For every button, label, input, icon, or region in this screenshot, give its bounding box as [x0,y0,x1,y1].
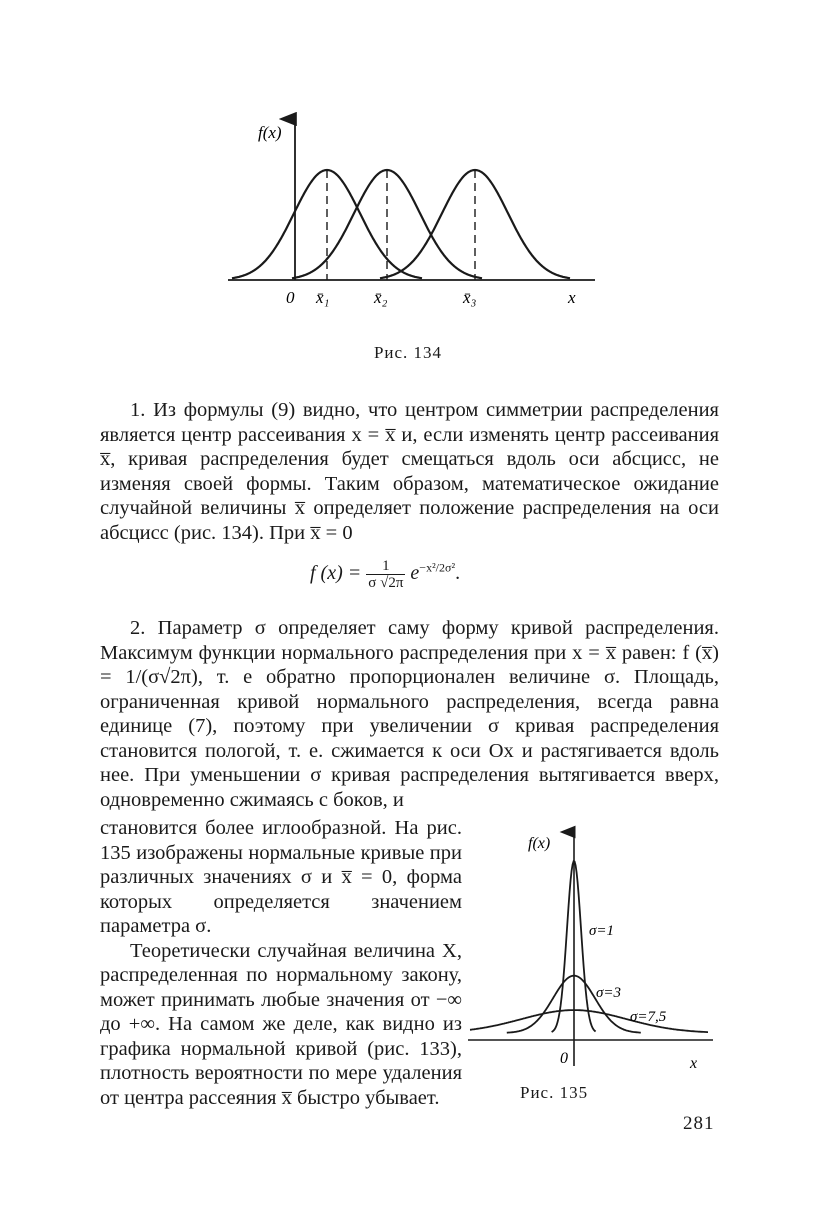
formula-denominator: σ √2π [368,575,404,591]
curve-label-sigma-3: σ=3 [596,985,622,1001]
paragraph-3: Теоретически случайная величина X, распределенная по нормальному закону, может принимать любые значения от −∞ до +∞. На самом же деле, как видно из графика нормальной кривой (рис. 133), плотность вероятности по мере удаления от центра рассеяния x̅ быстро убывает. [100,939,462,1109]
paragraph-1 [100,398,719,545]
narrow-column [100,816,462,1110]
x-axis-label: x [568,288,576,307]
curve-label-sigma-7-5: σ=7,5 [630,1009,667,1025]
normal-curves-134 [232,170,570,280]
figure-134-graph [210,105,610,320]
figure-135-graph [468,818,718,1078]
formula-end: . [455,562,461,585]
page-number: 281 [683,1113,715,1134]
y-axis-label: f(x) [528,835,551,852]
formula-numerator: 1 [366,558,405,575]
tick-label-x1: x̄₁ [316,288,330,307]
figure-134-caption: Рис. 134 [373,343,443,362]
paragraph-1-text: 1. Из формулы (9) видно, что центром симметрии распределения является центр рассеивания x = x̅ и, если изменять центр рассеивания x̅, кривая распределения будет смещаться вдоль оси абсцисс, не изменяя своей формы. Таким образом, математическое ожидание случайной величины x̅ определяет положение распределения на оси абсцисс (рис. 134). При x̅ = 0 [100,399,719,544]
tick-label-x2: x̄₂ [374,288,388,307]
tick-label-x3: x̄₃ [463,288,477,307]
curve-label-sigma-1: σ=1 [589,923,615,939]
formula-base: e [410,562,420,585]
paragraph-2-continued: становится более иглообразной. На рис. 135 изображены нормальные кривые при различных значениях σ и x̅ = 0, форма которых определяется значением параметра σ. [100,817,462,937]
y-axis-label: f(x) [258,123,282,142]
origin-label: 0 [286,288,295,307]
paragraph-2-text: 2. Параметр σ определяет саму форму кривой распределения. Максимум функции нормального распределения при x = x̅ равен: f (x̅) = 1/(σ√2π), т. е обратно пропорционален величине σ. Площадь, ограниченная кривой нормального распределения, всегда равна единице (7), поэтому при увеличении σ кривая распределения становится пологой, т. е. сжимается к оси Ox и растягивается вдоль нее. При уменьшении σ кривая распределения вытягивается вверх, одновременно сжимаясь с боков, и [100,617,719,811]
x-axis-label: x [690,1055,698,1072]
figure-135-caption: Рис. 135 [520,1083,589,1102]
formula-fraction [366,558,405,591]
origin-label: 0 [560,1050,568,1067]
formula-density [310,558,550,608]
paragraph-2 [100,616,719,812]
formula-exponent: −x²/2σ² [419,560,456,575]
normal-curves-135 [470,861,708,1032]
formula-lhs: f (x) = [310,562,362,585]
